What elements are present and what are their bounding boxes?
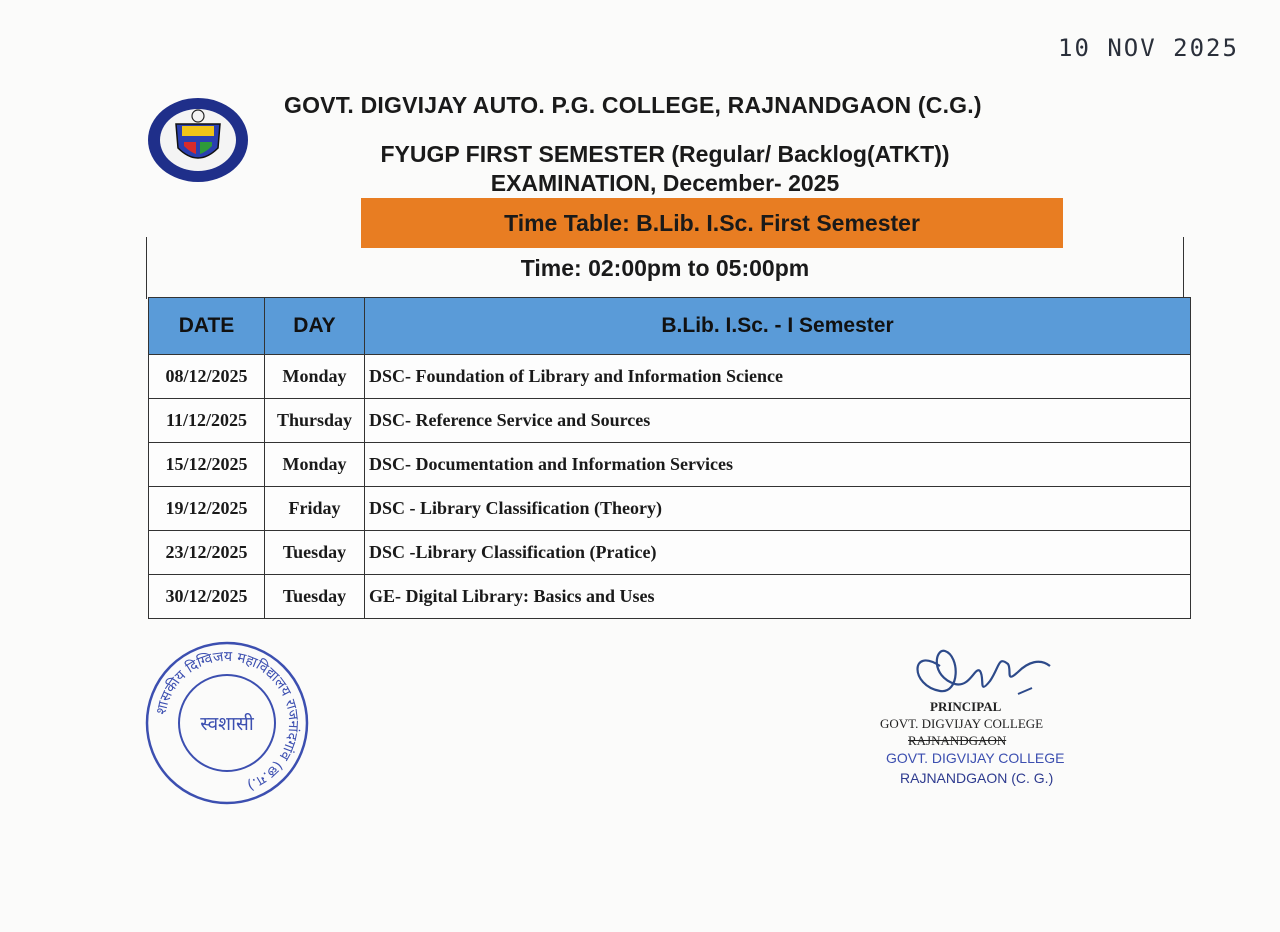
table-row: [149, 399, 1191, 443]
exam-title-line-2: EXAMINATION, December- 2025: [490, 170, 840, 196]
row-day: Tuesday: [265, 531, 365, 575]
exam-title-line-1: FYUGP FIRST SEMESTER (Regular/ Backlog(ATKT)): [380, 141, 950, 167]
stamp-line-1: GOVT. DIGVIJAY COLLEGE: [886, 750, 1065, 766]
timetable: [148, 297, 1191, 619]
row-day: Friday: [265, 487, 365, 531]
principal-signature: [900, 636, 1060, 706]
table-row: [149, 531, 1191, 575]
row-day: Tuesday: [265, 575, 365, 619]
row-subject: DSC- Foundation of Library and Information Science: [365, 355, 1191, 399]
header-date: DATE: [149, 298, 265, 355]
time-row: [146, 237, 1184, 299]
principal-rubber-stamp: [886, 748, 1064, 788]
row-subject: DSC - Library Classification (Theory): [365, 487, 1191, 531]
row-subject: GE- Digital Library: Basics and Uses: [365, 575, 1191, 619]
college-name: GOVT. DIGVIJAY AUTO. P.G. COLLEGE, RAJNANDGAON (C.G.): [284, 92, 982, 118]
table-row: [149, 443, 1191, 487]
row-day: Thursday: [265, 399, 365, 443]
header-subject: B.Lib. I.Sc. - I Semester: [365, 298, 1191, 355]
row-date: 23/12/2025: [149, 531, 265, 575]
table-row: [149, 487, 1191, 531]
seal-center-text: स्वशासी: [200, 713, 254, 735]
table-row: [149, 355, 1191, 399]
table-header-row: [149, 298, 1191, 355]
row-subject: DSC- Documentation and Information Services: [365, 443, 1191, 487]
stamp-line-2: RAJNANDGAON (C. G.): [900, 770, 1054, 786]
row-date: 19/12/2025: [149, 487, 265, 531]
header-day: DAY: [265, 298, 365, 355]
row-date: 11/12/2025: [149, 399, 265, 443]
row-date: 30/12/2025: [149, 575, 265, 619]
signatory-block: [876, 698, 1096, 749]
signatory-line-2: RAJNANDGAON: [908, 733, 1007, 748]
row-subject: DSC -Library Classification (Pratice): [365, 531, 1191, 575]
received-date-stamp: 10 NOV 2025: [1058, 34, 1239, 62]
seal-ring-text: शासकीय दिग्विजय महाविद्यालय राजनांदगांव (छ.ग.): [153, 648, 302, 794]
row-date: 15/12/2025: [149, 443, 265, 487]
row-subject: DSC- Reference Service and Sources: [365, 399, 1191, 443]
row-day: Monday: [265, 355, 365, 399]
row-date: 08/12/2025: [149, 355, 265, 399]
table-row: [149, 575, 1191, 619]
timetable-banner-text: Time Table: B.Lib. I.Sc. First Semester: [504, 209, 920, 236]
row-day: Monday: [265, 443, 365, 487]
signatory-line-1: GOVT. DIGVIJAY COLLEGE: [880, 716, 1044, 731]
college-seal-stamp: [144, 640, 310, 806]
exam-time: Time: 02:00pm to 05:00pm: [520, 255, 810, 281]
signatory-title: PRINCIPAL: [930, 699, 1002, 714]
